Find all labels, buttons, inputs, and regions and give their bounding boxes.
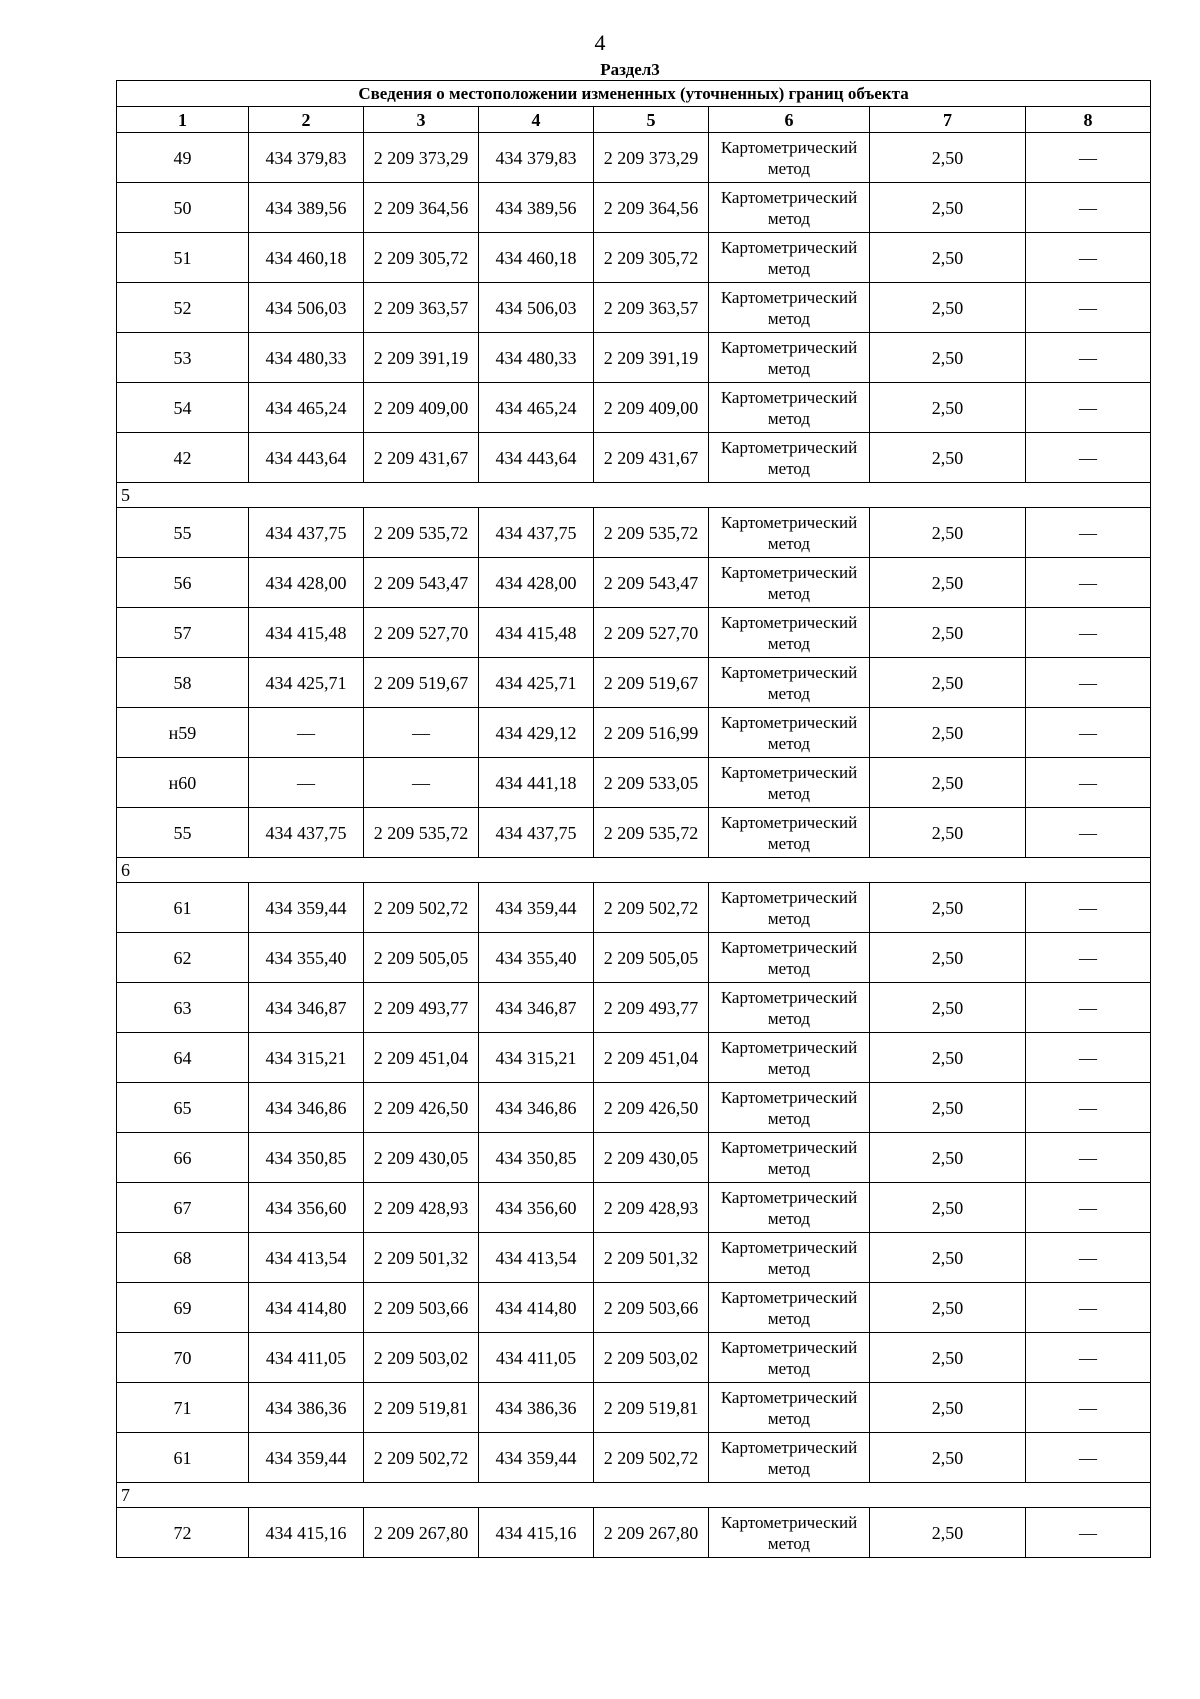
table-row: [117, 558, 1151, 608]
existing-x-cell: 434 386,36: [249, 1383, 364, 1433]
new-y-cell: 2 209 364,56: [594, 183, 709, 233]
new-y-cell: 2 209 305,72: [594, 233, 709, 283]
new-x-cell: 434 415,48: [479, 608, 594, 658]
new-x-cell: 434 359,44: [479, 883, 594, 933]
point-number-cell: 67: [117, 1183, 249, 1233]
new-x-cell: 434 441,18: [479, 758, 594, 808]
new-x-cell: 434 346,87: [479, 983, 594, 1033]
table-row: [117, 658, 1151, 708]
existing-x-cell: 434 437,75: [249, 808, 364, 858]
table-row: [117, 133, 1151, 183]
point-number-cell: 50: [117, 183, 249, 233]
point-number-cell: 58: [117, 658, 249, 708]
point-number-cell: н59: [117, 708, 249, 758]
new-y-cell: 2 209 519,81: [594, 1383, 709, 1433]
method-cell: Картометрический метод: [709, 933, 870, 983]
point-number-cell: 61: [117, 1433, 249, 1483]
existing-y-cell: 2 209 519,67: [364, 658, 479, 708]
description-cell: —: [1026, 1233, 1151, 1283]
column-number: 8: [1026, 107, 1151, 133]
boundary-coordinates-table: [116, 80, 1151, 1558]
new-y-cell: 2 209 267,80: [594, 1508, 709, 1558]
point-number-cell: 56: [117, 558, 249, 608]
existing-y-cell: 2 209 502,72: [364, 883, 479, 933]
accuracy-cell: 2,50: [870, 333, 1026, 383]
table-caption: Сведения о местоположении измененных (уточненных) границ объекта: [117, 81, 1151, 107]
table-row: [117, 1083, 1151, 1133]
description-cell: —: [1026, 658, 1151, 708]
new-x-cell: 434 350,85: [479, 1133, 594, 1183]
accuracy-cell: 2,50: [870, 1333, 1026, 1383]
existing-x-cell: 434 356,60: [249, 1183, 364, 1233]
new-x-cell: 434 355,40: [479, 933, 594, 983]
new-y-cell: 2 209 428,93: [594, 1183, 709, 1233]
accuracy-cell: 2,50: [870, 1083, 1026, 1133]
new-x-cell: 434 506,03: [479, 283, 594, 333]
accuracy-cell: 2,50: [870, 1133, 1026, 1183]
existing-y-cell: 2 209 373,29: [364, 133, 479, 183]
existing-y-cell: 2 209 527,70: [364, 608, 479, 658]
description-cell: —: [1026, 508, 1151, 558]
column-number: 1: [117, 107, 249, 133]
existing-x-cell: 434 350,85: [249, 1133, 364, 1183]
existing-x-cell: 434 413,54: [249, 1233, 364, 1283]
new-y-cell: 2 209 533,05: [594, 758, 709, 808]
description-cell: —: [1026, 433, 1151, 483]
new-y-cell: 2 209 502,72: [594, 883, 709, 933]
accuracy-cell: 2,50: [870, 983, 1026, 1033]
accuracy-cell: 2,50: [870, 1383, 1026, 1433]
table-row: [117, 233, 1151, 283]
existing-x-cell: 434 389,56: [249, 183, 364, 233]
point-number-cell: 49: [117, 133, 249, 183]
new-y-cell: 2 209 430,05: [594, 1133, 709, 1183]
point-number-cell: 62: [117, 933, 249, 983]
table-row: [117, 1508, 1151, 1558]
method-cell: Картометрический метод: [709, 1383, 870, 1433]
method-cell: Картометрический метод: [709, 283, 870, 333]
table-row: [117, 1183, 1151, 1233]
method-cell: Картометрический метод: [709, 558, 870, 608]
new-y-cell: 2 209 535,72: [594, 508, 709, 558]
existing-x-cell: 434 359,44: [249, 883, 364, 933]
point-number-cell: 64: [117, 1033, 249, 1083]
table-row: [117, 1433, 1151, 1483]
method-cell: Картометрический метод: [709, 1508, 870, 1558]
new-x-cell: 434 465,24: [479, 383, 594, 433]
existing-x-cell: 434 443,64: [249, 433, 364, 483]
existing-x-cell: 434 346,87: [249, 983, 364, 1033]
new-x-cell: 434 437,75: [479, 808, 594, 858]
description-cell: —: [1026, 1083, 1151, 1133]
new-x-cell: 434 315,21: [479, 1033, 594, 1083]
existing-y-cell: 2 209 451,04: [364, 1033, 479, 1083]
description-cell: —: [1026, 558, 1151, 608]
method-cell: Картометрический метод: [709, 758, 870, 808]
existing-x-cell: 434 414,80: [249, 1283, 364, 1333]
new-x-cell: 434 480,33: [479, 333, 594, 383]
description-cell: —: [1026, 233, 1151, 283]
description-cell: —: [1026, 1183, 1151, 1233]
existing-x-cell: 434 425,71: [249, 658, 364, 708]
point-number-cell: 68: [117, 1233, 249, 1283]
existing-y-cell: 2 209 267,80: [364, 1508, 479, 1558]
new-y-cell: 2 209 503,66: [594, 1283, 709, 1333]
accuracy-cell: 2,50: [870, 1233, 1026, 1283]
description-cell: —: [1026, 1283, 1151, 1333]
method-cell: Картометрический метод: [709, 133, 870, 183]
existing-x-cell: 434 346,86: [249, 1083, 364, 1133]
existing-y-cell: 2 209 505,05: [364, 933, 479, 983]
new-x-cell: 434 443,64: [479, 433, 594, 483]
new-y-cell: 2 209 505,05: [594, 933, 709, 983]
new-y-cell: 2 209 431,67: [594, 433, 709, 483]
existing-y-cell: 2 209 430,05: [364, 1133, 479, 1183]
new-y-cell: 2 209 363,57: [594, 283, 709, 333]
description-cell: —: [1026, 1383, 1151, 1433]
point-number-cell: н60: [117, 758, 249, 808]
page-number: 4: [594, 30, 606, 55]
existing-y-cell: 2 209 503,02: [364, 1333, 479, 1383]
existing-x-cell: 434 428,00: [249, 558, 364, 608]
existing-y-cell: 2 209 535,72: [364, 508, 479, 558]
existing-y-cell: 2 209 493,77: [364, 983, 479, 1033]
existing-x-cell: —: [249, 758, 364, 808]
existing-y-cell: 2 209 431,67: [364, 433, 479, 483]
point-number-cell: 54: [117, 383, 249, 433]
method-cell: Картометрический метод: [709, 1333, 870, 1383]
method-cell: Картометрический метод: [709, 333, 870, 383]
new-x-cell: 434 429,12: [479, 708, 594, 758]
new-y-cell: 2 209 501,32: [594, 1233, 709, 1283]
table-row: [117, 933, 1151, 983]
new-x-cell: 434 425,71: [479, 658, 594, 708]
contour-group-row: [117, 1483, 1151, 1508]
method-cell: Картометрический метод: [709, 508, 870, 558]
existing-y-cell: 2 209 502,72: [364, 1433, 479, 1483]
point-number-cell: 72: [117, 1508, 249, 1558]
description-cell: —: [1026, 183, 1151, 233]
accuracy-cell: 2,50: [870, 1283, 1026, 1333]
table-row: [117, 1133, 1151, 1183]
table-row: [117, 508, 1151, 558]
table-row: [117, 1283, 1151, 1333]
point-number-cell: 52: [117, 283, 249, 333]
point-number-cell: 66: [117, 1133, 249, 1183]
description-cell: —: [1026, 1033, 1151, 1083]
new-x-cell: 434 413,54: [479, 1233, 594, 1283]
accuracy-cell: 2,50: [870, 558, 1026, 608]
column-number: 5: [594, 107, 709, 133]
description-cell: —: [1026, 808, 1151, 858]
existing-x-cell: 434 506,03: [249, 283, 364, 333]
existing-y-cell: 2 209 391,19: [364, 333, 479, 383]
new-y-cell: 2 209 527,70: [594, 608, 709, 658]
new-y-cell: 2 209 516,99: [594, 708, 709, 758]
point-number-cell: 70: [117, 1333, 249, 1383]
table-row: [117, 808, 1151, 858]
description-cell: —: [1026, 1433, 1151, 1483]
new-y-cell: 2 209 451,04: [594, 1033, 709, 1083]
existing-x-cell: 434 411,05: [249, 1333, 364, 1383]
description-cell: —: [1026, 333, 1151, 383]
column-number: 4: [479, 107, 594, 133]
existing-y-cell: 2 209 535,72: [364, 808, 479, 858]
existing-x-cell: 434 460,18: [249, 233, 364, 283]
table-row: [117, 983, 1151, 1033]
existing-x-cell: 434 480,33: [249, 333, 364, 383]
description-cell: —: [1026, 933, 1151, 983]
new-y-cell: 2 209 519,67: [594, 658, 709, 708]
accuracy-cell: 2,50: [870, 883, 1026, 933]
table-row: [117, 1383, 1151, 1433]
table-row: [117, 608, 1151, 658]
new-x-cell: 434 428,00: [479, 558, 594, 608]
table-row: [117, 183, 1151, 233]
new-x-cell: 434 437,75: [479, 508, 594, 558]
method-cell: Картометрический метод: [709, 1183, 870, 1233]
new-y-cell: 2 209 493,77: [594, 983, 709, 1033]
accuracy-cell: 2,50: [870, 383, 1026, 433]
existing-x-cell: —: [249, 708, 364, 758]
method-cell: Картометрический метод: [709, 1133, 870, 1183]
existing-y-cell: 2 209 543,47: [364, 558, 479, 608]
existing-y-cell: 2 209 503,66: [364, 1283, 479, 1333]
table-row: [117, 883, 1151, 933]
table-row: [117, 283, 1151, 333]
description-cell: —: [1026, 383, 1151, 433]
accuracy-cell: 2,50: [870, 283, 1026, 333]
accuracy-cell: 2,50: [870, 133, 1026, 183]
method-cell: Картометрический метод: [709, 383, 870, 433]
point-number-cell: 65: [117, 1083, 249, 1133]
method-cell: Картометрический метод: [709, 183, 870, 233]
point-number-cell: 42: [117, 433, 249, 483]
description-cell: —: [1026, 133, 1151, 183]
table-row: [117, 1233, 1151, 1283]
existing-y-cell: 2 209 428,93: [364, 1183, 479, 1233]
new-x-cell: 434 359,44: [479, 1433, 594, 1483]
contour-number: 5: [117, 483, 1151, 508]
existing-y-cell: 2 209 305,72: [364, 233, 479, 283]
contour-group-row: [117, 858, 1151, 883]
existing-x-cell: 434 315,21: [249, 1033, 364, 1083]
point-number-cell: 55: [117, 808, 249, 858]
method-cell: Картометрический метод: [709, 708, 870, 758]
table-caption-row: [117, 81, 1151, 107]
new-x-cell: 434 346,86: [479, 1083, 594, 1133]
method-cell: Картометрический метод: [709, 1233, 870, 1283]
table-row: [117, 433, 1151, 483]
new-y-cell: 2 209 409,00: [594, 383, 709, 433]
accuracy-cell: 2,50: [870, 1183, 1026, 1233]
method-cell: Картометрический метод: [709, 1083, 870, 1133]
method-cell: Картометрический метод: [709, 1433, 870, 1483]
accuracy-cell: 2,50: [870, 758, 1026, 808]
point-number-cell: 55: [117, 508, 249, 558]
point-number-cell: 53: [117, 333, 249, 383]
description-cell: —: [1026, 1508, 1151, 1558]
accuracy-cell: 2,50: [870, 433, 1026, 483]
new-y-cell: 2 209 391,19: [594, 333, 709, 383]
existing-y-cell: 2 209 364,56: [364, 183, 479, 233]
contour-number: 7: [117, 1483, 1151, 1508]
table-row: [117, 333, 1151, 383]
method-cell: Картометрический метод: [709, 883, 870, 933]
method-cell: Картометрический метод: [709, 1033, 870, 1083]
point-number-cell: 51: [117, 233, 249, 283]
table-row: [117, 383, 1151, 433]
column-number: 6: [709, 107, 870, 133]
new-y-cell: 2 209 502,72: [594, 1433, 709, 1483]
point-number-cell: 63: [117, 983, 249, 1033]
existing-y-cell: 2 209 501,32: [364, 1233, 479, 1283]
accuracy-cell: 2,50: [870, 808, 1026, 858]
method-cell: Картометрический метод: [709, 808, 870, 858]
existing-y-cell: —: [364, 708, 479, 758]
column-number: 2: [249, 107, 364, 133]
table-row: [117, 1033, 1151, 1083]
existing-x-cell: 434 379,83: [249, 133, 364, 183]
column-number: 7: [870, 107, 1026, 133]
description-cell: —: [1026, 1333, 1151, 1383]
description-cell: —: [1026, 708, 1151, 758]
point-number-cell: 61: [117, 883, 249, 933]
accuracy-cell: 2,50: [870, 933, 1026, 983]
existing-x-cell: 434 415,16: [249, 1508, 364, 1558]
accuracy-cell: 2,50: [870, 1433, 1026, 1483]
new-y-cell: 2 209 535,72: [594, 808, 709, 858]
table-row: [117, 708, 1151, 758]
description-cell: —: [1026, 608, 1151, 658]
method-cell: Картометрический метод: [709, 983, 870, 1033]
section-title: Раздел3: [600, 60, 660, 79]
accuracy-cell: 2,50: [870, 508, 1026, 558]
method-cell: Картометрический метод: [709, 658, 870, 708]
method-cell: Картометрический метод: [709, 608, 870, 658]
new-x-cell: 434 411,05: [479, 1333, 594, 1383]
existing-y-cell: 2 209 426,50: [364, 1083, 479, 1133]
point-number-cell: 57: [117, 608, 249, 658]
accuracy-cell: 2,50: [870, 608, 1026, 658]
contour-number: 6: [117, 858, 1151, 883]
new-x-cell: 434 356,60: [479, 1183, 594, 1233]
existing-x-cell: 434 355,40: [249, 933, 364, 983]
table-body: [117, 81, 1151, 1558]
existing-x-cell: 434 359,44: [249, 1433, 364, 1483]
accuracy-cell: 2,50: [870, 708, 1026, 758]
table-row: [117, 1333, 1151, 1383]
new-y-cell: 2 209 543,47: [594, 558, 709, 608]
column-number: 3: [364, 107, 479, 133]
existing-x-cell: 434 465,24: [249, 383, 364, 433]
column-number-row: [117, 107, 1151, 133]
description-cell: —: [1026, 1133, 1151, 1183]
existing-y-cell: 2 209 363,57: [364, 283, 479, 333]
accuracy-cell: 2,50: [870, 658, 1026, 708]
point-number-cell: 69: [117, 1283, 249, 1333]
new-y-cell: 2 209 373,29: [594, 133, 709, 183]
method-cell: Картометрический метод: [709, 1283, 870, 1333]
contour-group-row: [117, 483, 1151, 508]
method-cell: Картометрический метод: [709, 433, 870, 483]
method-cell: Картометрический метод: [709, 233, 870, 283]
new-y-cell: 2 209 426,50: [594, 1083, 709, 1133]
point-number-cell: 71: [117, 1383, 249, 1433]
table-row: [117, 758, 1151, 808]
new-x-cell: 434 389,56: [479, 183, 594, 233]
existing-x-cell: 434 437,75: [249, 508, 364, 558]
new-x-cell: 434 460,18: [479, 233, 594, 283]
accuracy-cell: 2,50: [870, 1508, 1026, 1558]
existing-x-cell: 434 415,48: [249, 608, 364, 658]
accuracy-cell: 2,50: [870, 183, 1026, 233]
accuracy-cell: 2,50: [870, 233, 1026, 283]
new-x-cell: 434 414,80: [479, 1283, 594, 1333]
existing-y-cell: —: [364, 758, 479, 808]
description-cell: —: [1026, 758, 1151, 808]
description-cell: —: [1026, 983, 1151, 1033]
existing-y-cell: 2 209 409,00: [364, 383, 479, 433]
new-x-cell: 434 415,16: [479, 1508, 594, 1558]
description-cell: —: [1026, 883, 1151, 933]
new-y-cell: 2 209 503,02: [594, 1333, 709, 1383]
accuracy-cell: 2,50: [870, 1033, 1026, 1083]
new-x-cell: 434 386,36: [479, 1383, 594, 1433]
new-x-cell: 434 379,83: [479, 133, 594, 183]
existing-y-cell: 2 209 519,81: [364, 1383, 479, 1433]
description-cell: —: [1026, 283, 1151, 333]
